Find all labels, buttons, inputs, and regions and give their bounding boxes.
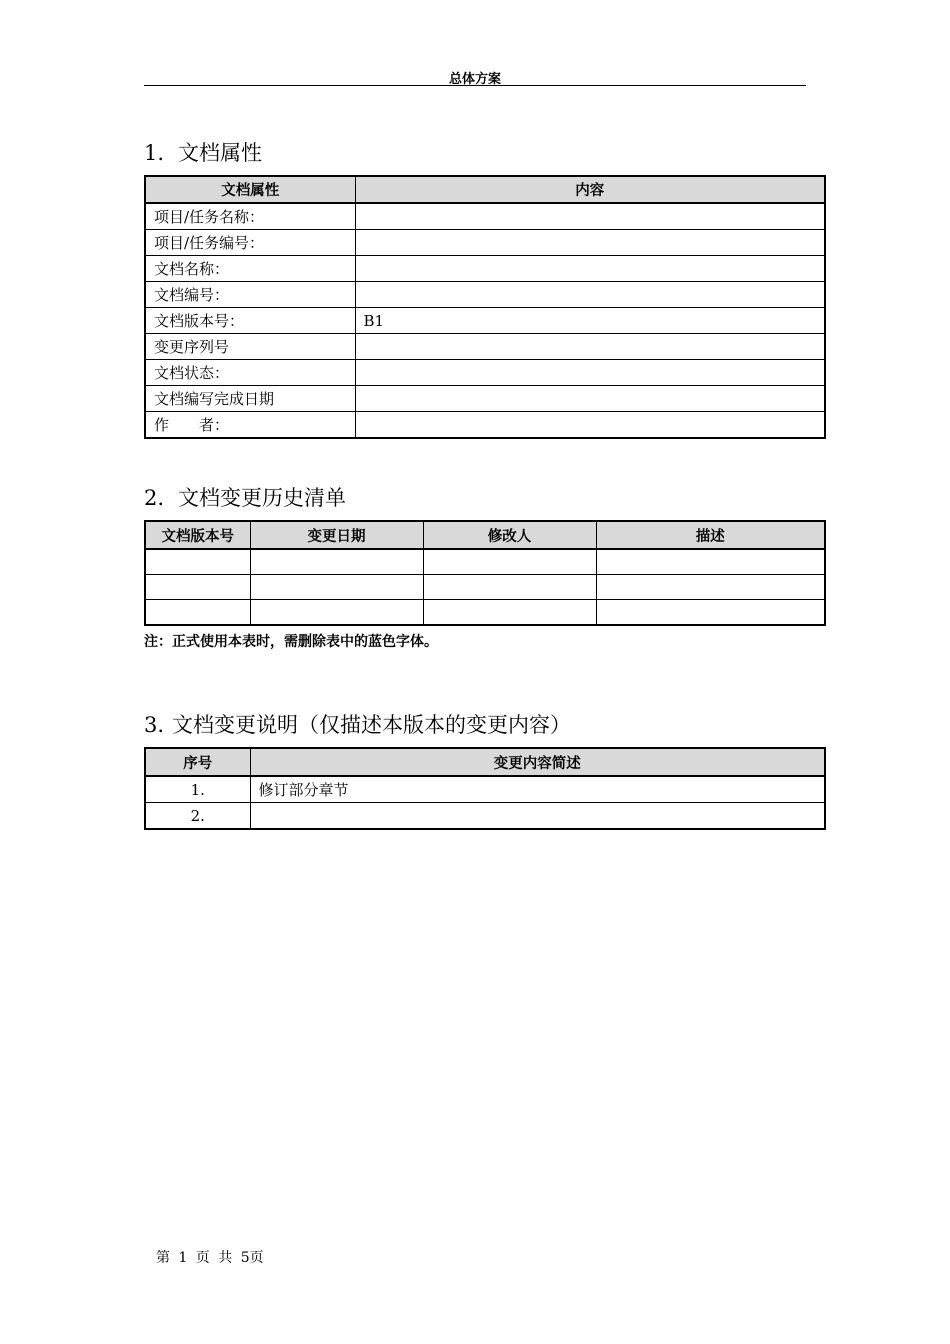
table-row (145, 230, 825, 256)
table-row (145, 600, 825, 626)
section-number: 2. (144, 486, 165, 510)
seq-cell: 2. (145, 803, 250, 830)
attribute-label: 文档版本号： (145, 308, 355, 334)
attribute-value[interactable] (355, 334, 825, 360)
attribute-label: 项目/任务名称： (145, 203, 355, 230)
header-cell-version: 文档版本号 (145, 521, 250, 549)
summary-cell[interactable]: 修订部分章节 (250, 776, 825, 803)
attribute-label: 文档编号： (145, 282, 355, 308)
attribute-label: 作 者： (145, 412, 355, 439)
seq-cell: 1. (145, 776, 250, 803)
table-row (145, 412, 825, 439)
table-row (145, 256, 825, 282)
table-cell[interactable] (423, 600, 596, 626)
attribute-value[interactable] (355, 203, 825, 230)
attribute-value[interactable] (355, 360, 825, 386)
table-row (145, 334, 825, 360)
table-cell[interactable] (250, 600, 423, 626)
header-cell-modifier: 修改人 (423, 521, 596, 549)
table-cell[interactable] (145, 600, 250, 626)
attribute-value[interactable] (355, 386, 825, 412)
attribute-value[interactable] (355, 412, 825, 439)
table-note: 注：正式使用本表时，需删除表中的蓝色字体。 (144, 634, 438, 650)
attribute-value[interactable]: B1 (355, 308, 825, 334)
table-row (145, 776, 825, 803)
header-title: 总体方案 (448, 72, 501, 87)
header-cell-summary: 变更内容简述 (250, 748, 825, 776)
table-cell[interactable] (145, 575, 250, 600)
table-cell[interactable] (596, 600, 825, 626)
attribute-label: 文档编写完成日期 (145, 386, 355, 412)
attribute-label: 文档状态： (145, 360, 355, 386)
attributes-table (144, 175, 826, 439)
header-cell-attribute: 文档属性 (145, 176, 355, 203)
attribute-label: 项目/任务编号： (145, 230, 355, 256)
table-row (145, 308, 825, 334)
section-heading-attributes (144, 137, 262, 167)
header-rule (144, 85, 806, 86)
table-header-row (145, 176, 825, 203)
table-cell[interactable] (423, 549, 596, 575)
table-row (145, 803, 825, 830)
table-cell[interactable] (596, 549, 825, 575)
header-cell-description: 描述 (596, 521, 825, 549)
section-title: 文档变更说明（仅描述本版本的变更内容） (172, 713, 571, 737)
changes-table (144, 747, 826, 830)
table-row (145, 360, 825, 386)
attribute-label: 变更序列号 (145, 334, 355, 360)
table-cell[interactable] (423, 575, 596, 600)
attribute-label: 文档名称： (145, 256, 355, 282)
section-title: 文档变更历史清单 (178, 486, 346, 510)
table-cell[interactable] (250, 575, 423, 600)
section-number: 3. (144, 713, 165, 737)
header-cell-content: 内容 (355, 176, 825, 203)
header-cell-seq: 序号 (145, 748, 250, 776)
page-footer: 第 1 页 共 5页 (156, 1250, 264, 1266)
table-cell[interactable] (250, 549, 423, 575)
header-cell-date: 变更日期 (250, 521, 423, 549)
attribute-value[interactable] (355, 256, 825, 282)
table-row (145, 203, 825, 230)
attribute-value[interactable] (355, 230, 825, 256)
history-table (144, 520, 826, 626)
table-row (145, 549, 825, 575)
table-row (145, 282, 825, 308)
table-cell[interactable] (596, 575, 825, 600)
attribute-value[interactable] (355, 282, 825, 308)
table-row (145, 575, 825, 600)
table-cell[interactable] (145, 549, 250, 575)
table-row (145, 386, 825, 412)
section-title: 文档属性 (178, 141, 262, 165)
section-heading-history (144, 482, 346, 512)
table-header-row (145, 521, 825, 549)
section-heading-changes (144, 709, 571, 739)
section-number: 1. (144, 141, 165, 165)
table-header-row (145, 748, 825, 776)
summary-cell[interactable] (250, 803, 825, 830)
